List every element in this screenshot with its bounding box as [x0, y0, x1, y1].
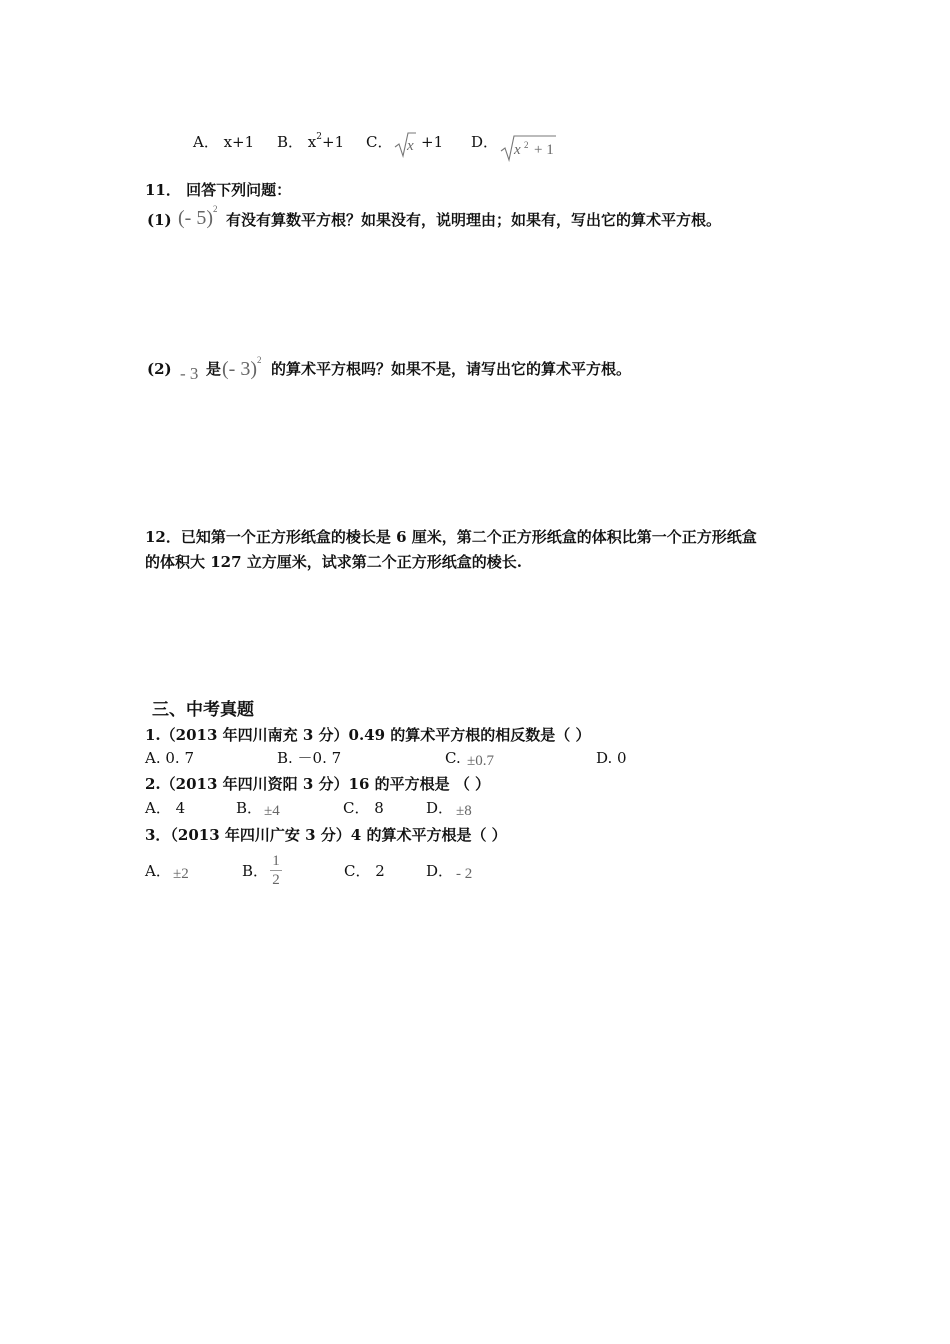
- s3-q3-option-a-label: A．: [145, 862, 171, 880]
- s3-q3-option-b-fraction: [270, 853, 282, 888]
- q11-part2-base: (- 3): [222, 358, 257, 380]
- s3-q2-option-b-label: B．: [236, 799, 263, 817]
- q10-option-b-base: B． x: [277, 133, 317, 151]
- q10-option-d-expr: [500, 132, 560, 162]
- s3-q3-option-d-label: D．: [426, 862, 454, 880]
- q10-option-c-label: C．: [366, 133, 393, 151]
- s3-q1-stem: 1.（2013 年四川南充 3 分）0.49 的算术平方根的相反数是（ ）: [145, 726, 591, 744]
- s3-q1-option-d: D. 0: [596, 749, 627, 767]
- q11-part2-exponent: 2: [256, 355, 262, 365]
- q12-line2: 的体积大 127 立方厘米，试求第二个正方形纸盒的棱长.: [145, 553, 522, 571]
- q11-part2-expr: [222, 355, 262, 382]
- q11-part1-expr: [178, 204, 218, 231]
- q10-option-b-exponent: 2: [316, 132, 322, 142]
- s3-q3-option-d-value: - 2: [456, 866, 473, 882]
- s3-q1-option-c-value: ±0.7: [467, 753, 494, 769]
- s3-q3-option-c: C． 2: [344, 862, 385, 880]
- q11-part1-text: 有没有算数平方根？如果没有，说明理由；如果有，写出它的算术平方根。: [226, 211, 722, 229]
- s3-q1-option-c-label: C.: [445, 749, 461, 767]
- s3-q3-option-b-denominator: 2: [272, 872, 280, 888]
- s3-q2-option-a: A． 4: [145, 799, 186, 817]
- q12-line1: 12．已知第一个正方形纸盒的棱长是 6 厘米，第二个正方形纸盒的体积比第一个正方形纸盒: [145, 528, 757, 546]
- section3-title: 三、中考真题: [152, 700, 254, 720]
- q11-part1-label: (1): [147, 211, 172, 229]
- q11-part2-text: 的算术平方根吗？如果不是，请写出它的算术平方根。: [271, 360, 632, 378]
- q11-part1-exponent: 2: [212, 204, 218, 214]
- q10-option-d-var: x: [514, 142, 521, 158]
- s3-q2-option-b-value: ±4: [264, 803, 280, 819]
- q11-part1-base: (- 5): [178, 207, 213, 229]
- q10-option-a: A． x+1: [193, 133, 255, 151]
- s3-q1-option-b: B. －0. 7: [277, 749, 342, 767]
- s3-q3-stem: 3．（2013 年四川广安 3 分）4 的算术平方根是（ ）: [145, 826, 507, 844]
- s3-q2-option-d-label: D．: [426, 799, 454, 817]
- s3-q3-option-b-numerator: 1: [272, 853, 280, 869]
- s3-q2-option-c: C． 8: [343, 799, 384, 817]
- q10-option-c-var: x: [407, 138, 414, 154]
- q11-part2-label: (2): [147, 360, 172, 378]
- s3-q2-stem: 2.（2013 年四川资阳 3 分）16 的平方根是 （ ）: [145, 775, 491, 793]
- s3-q3-option-b-label: B．: [242, 862, 269, 880]
- q10-option-b-tail: +1: [322, 133, 345, 151]
- q11-part2-negative: - 3: [180, 364, 199, 383]
- q10-option-d-label: D．: [471, 133, 499, 151]
- q10-option-b: [277, 132, 344, 155]
- q10-option-c: [366, 132, 392, 152]
- q10-option-d: [471, 132, 498, 152]
- s3-q1-option-a: A. 0. 7: [145, 749, 194, 767]
- q11-part2-is: 是: [206, 360, 222, 378]
- fraction-bar: [270, 870, 282, 871]
- s3-q2-option-d-value: ±8: [456, 803, 472, 819]
- q10-option-d-exponent: 2: [524, 140, 529, 150]
- s3-q3-option-a-value: ±2: [173, 866, 189, 882]
- q10-option-c-tail: +1: [421, 133, 444, 151]
- q11-title: 11． 回答下列问题：: [145, 181, 292, 199]
- q10-option-d-tail: + 1: [534, 142, 554, 158]
